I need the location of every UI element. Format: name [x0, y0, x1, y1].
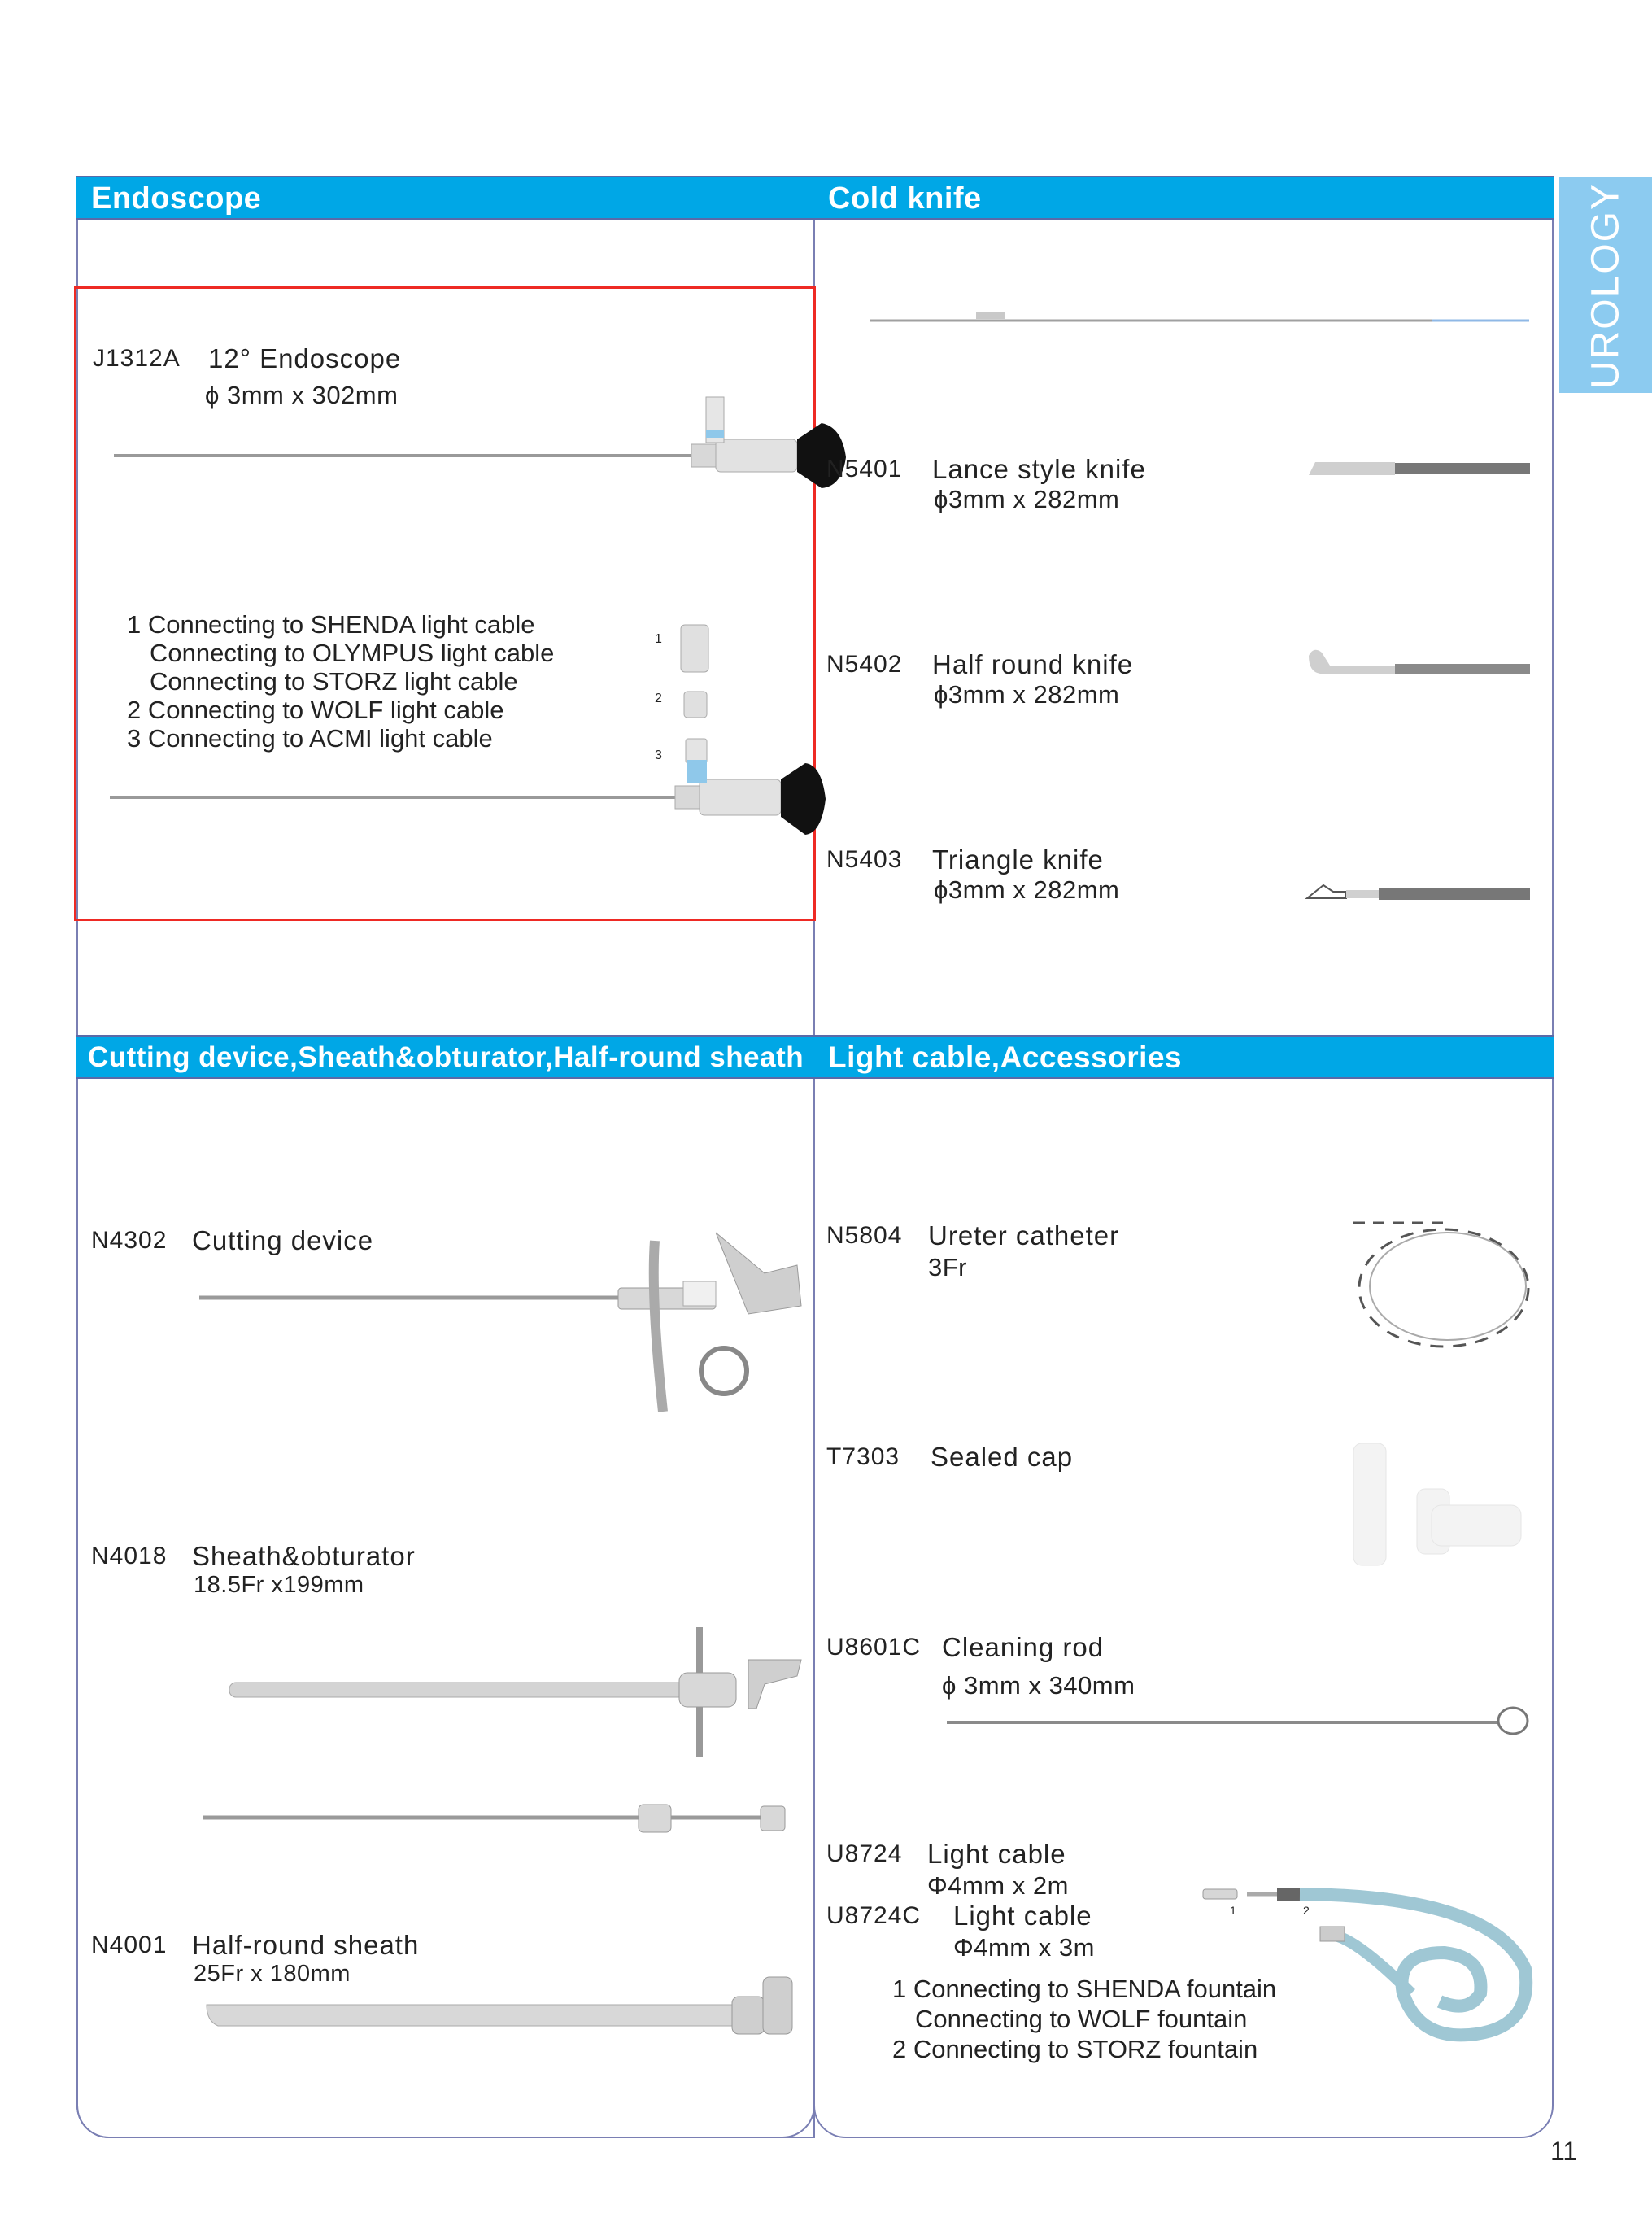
- endoscope-image: [106, 382, 805, 496]
- page-number: 11: [1550, 2137, 1578, 2166]
- panel-header-light-cable: [813, 1035, 1554, 1079]
- product-code: N5401: [826, 456, 903, 482]
- product-code: U8724C: [826, 1902, 922, 1929]
- panel-title: Light cable,Accessories: [828, 1041, 1183, 1074]
- half-round-sheath-image: [203, 1969, 813, 2042]
- product-code: T7303: [826, 1443, 900, 1470]
- product-name: 12° Endoscope: [208, 343, 402, 373]
- adapter-label: 1: [655, 632, 662, 646]
- product-name: Light cable: [927, 1839, 1066, 1869]
- connector-label: 1: [1230, 1904, 1236, 1917]
- category-side-tab: [1559, 177, 1652, 393]
- product-code: N5804: [826, 1222, 903, 1249]
- note-line: 1 Connecting to SHENDA fountain: [892, 1975, 1277, 2003]
- product-spec: 25Fr x 180mm: [194, 1961, 351, 1987]
- product-code: N4001: [91, 1931, 168, 1958]
- product-code: N4018: [91, 1543, 168, 1569]
- product-spec: ϕ3mm x 282mm: [934, 485, 1120, 513]
- cold-knife-overview-image: [862, 308, 1537, 324]
- panel-header-endoscope: [76, 176, 815, 220]
- product-name: Lance style knife: [932, 454, 1146, 484]
- product-name: Triangle knife: [932, 845, 1104, 875]
- note-line: 2 Connecting to WOLF light cable: [127, 696, 504, 724]
- cleaning-rod-image: [944, 1704, 1529, 1745]
- product-name: Cleaning rod: [942, 1632, 1105, 1662]
- light-cable-notes: [892, 1974, 1276, 2064]
- note-line: 3 Connecting to ACMI light cable: [127, 724, 493, 753]
- note-line: Connecting to OLYMPUS light cable: [150, 639, 555, 667]
- product-spec: ϕ 3mm x 302mm: [205, 381, 399, 409]
- adapter-label: 2: [655, 692, 662, 705]
- product-code: J1312A: [93, 345, 181, 372]
- compatibility-notes: [127, 610, 554, 753]
- panel-title: Cutting device,Sheath&obturator,Half-round sheath: [88, 1041, 804, 1073]
- product-code: U8724: [826, 1840, 903, 1867]
- product-spec: ϕ 3mm x 340mm: [942, 1671, 1135, 1700]
- product-name: Sealed cap: [931, 1442, 1074, 1472]
- product-spec: 3Fr: [928, 1253, 967, 1281]
- adapter-label: 3: [655, 749, 662, 762]
- product-name: Half round knife: [932, 649, 1134, 679]
- product-code: N5402: [826, 651, 903, 678]
- product-spec: 18.5Fr x199mm: [194, 1572, 364, 1598]
- product-spec: Φ4mm x 3m: [953, 1933, 1095, 1962]
- panel-title: Cold knife: [828, 181, 982, 216]
- obturator-image: [199, 1790, 817, 1839]
- product-name: Cutting device: [192, 1225, 374, 1255]
- product-code: N4302: [91, 1227, 168, 1254]
- connector-label: 2: [1303, 1904, 1310, 1917]
- light-adapters-image: [679, 625, 712, 763]
- panel-title: Endoscope: [91, 181, 262, 216]
- note-line: Connecting to STORZ light cable: [150, 667, 518, 696]
- cutting-device-image: [195, 1224, 813, 1420]
- triangle-knife-image: [1305, 882, 1533, 901]
- lance-knife-image: [1305, 459, 1533, 478]
- product-name: Sheath&obturator: [192, 1541, 416, 1571]
- category-label: UROLOGY: [1584, 181, 1628, 389]
- half-round-knife-image: [1305, 648, 1533, 677]
- endoscope-with-adapter-image: [106, 749, 805, 846]
- product-code: N5403: [826, 846, 903, 873]
- product-name: Ureter catheter: [928, 1220, 1120, 1251]
- product-name: Half-round sheath: [192, 1930, 420, 1960]
- note-line: Connecting to WOLF fountain: [915, 2005, 1248, 2033]
- left-bottom-curve: [76, 2083, 815, 2138]
- note-line: 2 Connecting to STORZ fountain: [892, 2035, 1258, 2063]
- note-line: 1 Connecting to SHENDA light cable: [127, 610, 535, 639]
- product-name: Light cable: [953, 1901, 1092, 1931]
- panel-header-cutting-device: [76, 1035, 815, 1079]
- panel-header-cold-knife: [813, 176, 1554, 220]
- sealed-cap-image: [1350, 1440, 1537, 1570]
- product-spec: ϕ3mm x 282mm: [934, 680, 1120, 709]
- product-code: U8601C: [826, 1634, 922, 1661]
- ureter-catheter-image: [1350, 1216, 1537, 1355]
- sheath-image: [228, 1627, 813, 1766]
- product-spec: Φ4mm x 2m: [927, 1871, 1069, 1900]
- product-spec: ϕ3mm x 282mm: [934, 875, 1120, 904]
